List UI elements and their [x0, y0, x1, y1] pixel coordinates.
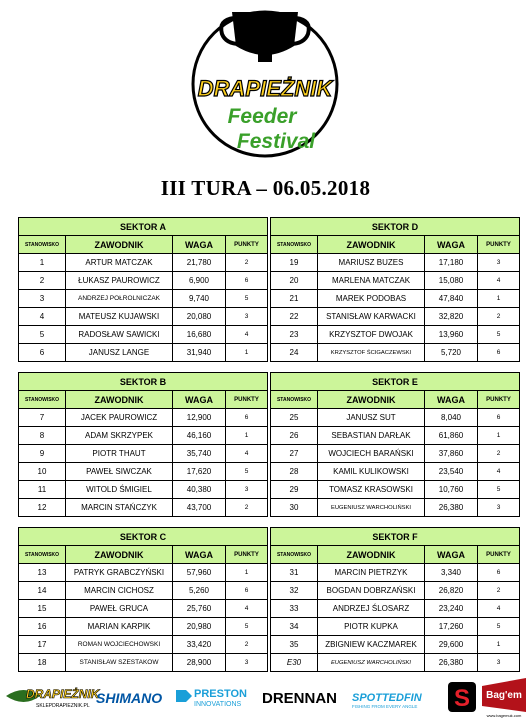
col-waga: WAGA	[425, 391, 478, 409]
stanowisko-cell: 9	[19, 445, 66, 463]
zawodnik-cell: STANISŁAW SZESTAKOW	[66, 654, 173, 672]
punkty-cell: 5	[226, 463, 268, 481]
stanowisko-cell: 7	[19, 409, 66, 427]
zawodnik-cell: MARCIN STAŃCZYK	[66, 499, 173, 517]
stanowisko-cell: 10	[19, 463, 66, 481]
table-row	[271, 445, 520, 463]
punkty-cell: 3	[478, 654, 520, 672]
logo-line1: DRAPIEŻNIK	[197, 76, 333, 101]
stanowisko-cell: 29	[271, 481, 318, 499]
zawodnik-cell: PIOTR KUPKA	[318, 618, 425, 636]
zawodnik-cell: KRZYSZTOF DWOJAK	[318, 326, 425, 344]
zawodnik-cell: PAWEŁ SIWCZAK	[66, 463, 173, 481]
bagem-url: www.bagemuk.com	[486, 713, 522, 718]
table-row	[19, 600, 268, 618]
zawodnik-cell: MATEUSZ KUJAWSKI	[66, 308, 173, 326]
waga-cell: 5,720	[425, 344, 478, 362]
stanowisko-cell: 20	[271, 272, 318, 290]
waga-cell: 20,980	[173, 618, 226, 636]
stanowisko-cell: 12	[19, 499, 66, 517]
waga-cell: 32,820	[425, 308, 478, 326]
zawodnik-cell: ROMAN WOJCIECHOWSKI	[66, 636, 173, 654]
waga-cell: 17,260	[425, 618, 478, 636]
table-row	[19, 445, 268, 463]
zawodnik-cell: MARIUSZ BUZES	[318, 254, 425, 272]
waga-cell: 25,760	[173, 600, 226, 618]
waga-cell: 26,380	[425, 499, 478, 517]
zawodnik-cell: ANDRZEJ ŚLOSARZ	[318, 600, 425, 618]
col-stanowisko: STANOWISKO	[271, 391, 318, 409]
table-row	[19, 499, 268, 517]
col-stanowisko: STANOWISKO	[271, 546, 318, 564]
punkty-cell: 3	[226, 481, 268, 499]
zawodnik-cell: EUGENIUSZ WARCHOLIŃSKI	[318, 499, 425, 517]
zawodnik-cell: JACEK PAUROWICZ	[66, 409, 173, 427]
punkty-cell: 5	[478, 618, 520, 636]
punkty-cell: 2	[478, 308, 520, 326]
table-row	[271, 344, 520, 362]
punkty-cell: 1	[478, 290, 520, 308]
zawodnik-cell: JANUSZ LANGE	[66, 344, 173, 362]
stanowisko-cell: 1	[19, 254, 66, 272]
zawodnik-cell: STANISŁAW KARWACKI	[318, 308, 425, 326]
stanowisko-cell: 15	[19, 600, 66, 618]
stanowisko-cell: 18	[19, 654, 66, 672]
stanowisko-cell: 35	[271, 636, 318, 654]
drapieznik-feeder-festival-logo	[182, 8, 348, 168]
stanowisko-cell: E30	[271, 654, 318, 672]
col-zawodnik: ZAWODNIK	[318, 236, 425, 254]
waga-cell: 17,180	[425, 254, 478, 272]
punkty-cell: 4	[226, 600, 268, 618]
preston-logo	[176, 688, 247, 708]
table-row	[19, 344, 268, 362]
stanowisko-cell: 30	[271, 499, 318, 517]
spottedfin-subtext: FISHING FROM EVERY ANGLE	[352, 704, 418, 709]
spro-logo	[448, 682, 476, 712]
punkty-cell: 4	[226, 445, 268, 463]
waga-cell: 10,760	[425, 481, 478, 499]
table-row	[19, 618, 268, 636]
table-row	[19, 654, 268, 672]
table-row	[271, 618, 520, 636]
stanowisko-cell: 26	[271, 427, 318, 445]
zawodnik-cell: WITOLD ŚMIGIEL	[66, 481, 173, 499]
sponsors-bar	[0, 676, 531, 721]
col-punkty: PUNKTY	[478, 391, 520, 409]
stanowisko-cell: 5	[19, 326, 66, 344]
stanowisko-cell: 32	[271, 582, 318, 600]
sector-title: SEKTOR D	[271, 218, 520, 236]
punkty-cell: 1	[478, 636, 520, 654]
waga-cell: 23,540	[425, 463, 478, 481]
sector-table	[18, 527, 268, 672]
waga-cell: 9,740	[173, 290, 226, 308]
punkty-cell: 2	[478, 445, 520, 463]
sector-table	[270, 217, 520, 362]
zawodnik-cell: SEBASTIAN DARŁAK	[318, 427, 425, 445]
sector-title: SEKTOR E	[271, 373, 520, 391]
waga-cell: 21,780	[173, 254, 226, 272]
zawodnik-cell: TOMASZ KRASOWSKI	[318, 481, 425, 499]
zawodnik-cell: ANDRZEJ POŁROLNICZAK	[66, 290, 173, 308]
stanowisko-cell: 19	[271, 254, 318, 272]
col-stanowisko: STANOWISKO	[19, 391, 66, 409]
stanowisko-cell: 6	[19, 344, 66, 362]
punkty-cell: 4	[478, 272, 520, 290]
punkty-cell: 4	[478, 463, 520, 481]
waga-cell: 46,160	[173, 427, 226, 445]
punkty-cell: 1	[226, 564, 268, 582]
drapieznik-sponsor-url: SKLEPDRAPIEZNIK.PL	[36, 703, 90, 709]
zawodnik-cell: PATRYK GRABCZYŃSKI	[66, 564, 173, 582]
stanowisko-cell: 2	[19, 272, 66, 290]
table-row	[271, 582, 520, 600]
punkty-cell: 5	[226, 618, 268, 636]
table-row	[271, 290, 520, 308]
zawodnik-cell: PIOTR THAUT	[66, 445, 173, 463]
zawodnik-cell: EUGENIUSZ WARCHOLIŃSKI	[318, 654, 425, 672]
drapieznik-sponsor-text: DRAPIEŻNIK	[26, 687, 100, 701]
punkty-cell: 6	[226, 409, 268, 427]
col-punkty: PUNKTY	[226, 236, 268, 254]
sector-table	[270, 527, 520, 672]
spottedfin-logo	[352, 692, 423, 709]
zawodnik-cell: WOJCIECH BARAŃSKI	[318, 445, 425, 463]
table-row	[19, 272, 268, 290]
table-row	[271, 654, 520, 672]
table-row	[19, 564, 268, 582]
stanowisko-cell: 33	[271, 600, 318, 618]
waga-cell: 57,960	[173, 564, 226, 582]
drennan-logo: DRENNAN	[262, 690, 337, 707]
col-punkty: PUNKTY	[478, 236, 520, 254]
table-row	[271, 463, 520, 481]
punkty-cell: 6	[478, 564, 520, 582]
table-row	[19, 326, 268, 344]
punkty-cell: 1	[226, 344, 268, 362]
waga-cell: 3,340	[425, 564, 478, 582]
punkty-cell: 2	[478, 582, 520, 600]
table-row	[19, 636, 268, 654]
waga-cell: 40,380	[173, 481, 226, 499]
zawodnik-cell: MARLENA MATCZAK	[318, 272, 425, 290]
table-row	[19, 290, 268, 308]
col-zawodnik: ZAWODNIK	[66, 391, 173, 409]
col-waga: WAGA	[425, 236, 478, 254]
col-zawodnik: ZAWODNIK	[66, 236, 173, 254]
stanowisko-cell: 23	[271, 326, 318, 344]
table-row	[271, 564, 520, 582]
table-row	[19, 409, 268, 427]
waga-cell: 8,040	[425, 409, 478, 427]
stanowisko-cell: 3	[19, 290, 66, 308]
col-punkty: PUNKTY	[226, 546, 268, 564]
table-row	[19, 481, 268, 499]
table-row	[271, 308, 520, 326]
stanowisko-cell: 8	[19, 427, 66, 445]
punkty-cell: 6	[478, 409, 520, 427]
stanowisko-cell: 31	[271, 564, 318, 582]
stanowisko-cell: 24	[271, 344, 318, 362]
page-title: III TURA – 06.05.2018	[160, 176, 371, 200]
punkty-cell: 6	[478, 344, 520, 362]
col-waga: WAGA	[173, 236, 226, 254]
preston-subtext: INNOVATIONS	[194, 701, 242, 708]
zawodnik-cell: ZBIGNIEW KACZMAREK	[318, 636, 425, 654]
punkty-cell: 1	[478, 427, 520, 445]
table-row	[271, 254, 520, 272]
stanowisko-cell: 34	[271, 618, 318, 636]
punkty-cell: 1	[226, 427, 268, 445]
sector-title: SEKTOR A	[19, 218, 268, 236]
col-punkty: PUNKTY	[226, 391, 268, 409]
table-row	[19, 254, 268, 272]
table-row	[19, 582, 268, 600]
col-punkty: PUNKTY	[478, 546, 520, 564]
col-waga: WAGA	[173, 391, 226, 409]
stanowisko-cell: 13	[19, 564, 66, 582]
spottedfin-text: SPOTTEDFIN	[352, 692, 422, 704]
stanowisko-cell: 22	[271, 308, 318, 326]
zawodnik-cell: MAREK PODOBAS	[318, 290, 425, 308]
sector-table	[18, 372, 268, 517]
punkty-cell: 3	[478, 499, 520, 517]
waga-cell: 12,900	[173, 409, 226, 427]
waga-cell: 61,860	[425, 427, 478, 445]
punkty-cell: 5	[226, 290, 268, 308]
table-row	[271, 427, 520, 445]
sector-table	[270, 372, 520, 517]
bagem-logo	[482, 678, 526, 718]
punkty-cell: 2	[226, 499, 268, 517]
table-row	[19, 427, 268, 445]
punkty-cell: 5	[478, 326, 520, 344]
stanowisko-cell: 4	[19, 308, 66, 326]
waga-cell: 26,820	[425, 582, 478, 600]
zawodnik-cell: RADOSŁAW SAWICKI	[66, 326, 173, 344]
waga-cell: 5,260	[173, 582, 226, 600]
zawodnik-cell: MARCIN CICHOSZ	[66, 582, 173, 600]
waga-cell: 16,680	[173, 326, 226, 344]
punkty-cell: 5	[478, 481, 520, 499]
sector-title: SEKTOR F	[271, 528, 520, 546]
waga-cell: 17,620	[173, 463, 226, 481]
zawodnik-cell: MARIAN KARPIK	[66, 618, 173, 636]
waga-cell: 33,420	[173, 636, 226, 654]
logo-line2: Feeder	[227, 105, 297, 128]
stanowisko-cell: 14	[19, 582, 66, 600]
zawodnik-cell: KRZYSZTOF ŚCIGACZEWSKI	[318, 344, 425, 362]
waga-cell: 29,600	[425, 636, 478, 654]
sector-table	[18, 217, 268, 362]
waga-cell: 26,380	[425, 654, 478, 672]
waga-cell: 28,900	[173, 654, 226, 672]
zawodnik-cell: JANUSZ SUT	[318, 409, 425, 427]
stanowisko-cell: 25	[271, 409, 318, 427]
stanowisko-cell: 27	[271, 445, 318, 463]
col-zawodnik: ZAWODNIK	[318, 546, 425, 564]
stanowisko-cell: 16	[19, 618, 66, 636]
zawodnik-cell: MARCIN PIETRZYK	[318, 564, 425, 582]
logo-line3: Festival	[236, 130, 316, 153]
table-row	[271, 481, 520, 499]
table-row	[271, 600, 520, 618]
spro-text: S	[453, 685, 471, 712]
punkty-cell: 6	[226, 582, 268, 600]
waga-cell: 35,740	[173, 445, 226, 463]
zawodnik-cell: PAWEŁ GRUCA	[66, 600, 173, 618]
table-row	[271, 326, 520, 344]
table-row	[271, 272, 520, 290]
punkty-cell: 4	[478, 600, 520, 618]
table-row	[19, 463, 268, 481]
punkty-cell: 6	[226, 272, 268, 290]
waga-cell: 13,960	[425, 326, 478, 344]
col-zawodnik: ZAWODNIK	[66, 546, 173, 564]
waga-cell: 23,240	[425, 600, 478, 618]
drapieznik-sponsor-logo	[6, 686, 101, 709]
stanowisko-cell: 17	[19, 636, 66, 654]
col-waga: WAGA	[425, 546, 478, 564]
col-zawodnik: ZAWODNIK	[318, 391, 425, 409]
punkty-cell: 2	[226, 254, 268, 272]
preston-text: PRESTON	[194, 688, 247, 700]
zawodnik-cell: ARTUR MATCZAK	[66, 254, 173, 272]
stanowisko-cell: 21	[271, 290, 318, 308]
punkty-cell: 4	[226, 326, 268, 344]
col-waga: WAGA	[173, 546, 226, 564]
punkty-cell: 3	[226, 654, 268, 672]
waga-cell: 15,080	[425, 272, 478, 290]
sector-title: SEKTOR B	[19, 373, 268, 391]
table-row	[19, 308, 268, 326]
waga-cell: 43,700	[173, 499, 226, 517]
punkty-cell: 3	[226, 308, 268, 326]
table-row	[271, 499, 520, 517]
table-row	[271, 409, 520, 427]
punkty-cell: 3	[478, 254, 520, 272]
table-row	[271, 636, 520, 654]
sector-title: SEKTOR C	[19, 528, 268, 546]
punkty-cell: 2	[226, 636, 268, 654]
zawodnik-cell: KAMIL KULIKOWSKI	[318, 463, 425, 481]
waga-cell: 47,840	[425, 290, 478, 308]
stanowisko-cell: 11	[19, 481, 66, 499]
col-stanowisko: STANOWISKO	[19, 546, 66, 564]
col-stanowisko: STANOWISKO	[271, 236, 318, 254]
bagem-text: Bag'em	[486, 690, 522, 701]
shimano-logo: SHIMANO	[96, 690, 163, 706]
waga-cell: 20,080	[173, 308, 226, 326]
zawodnik-cell: ŁUKASZ PAUROWICZ	[66, 272, 173, 290]
stanowisko-cell: 28	[271, 463, 318, 481]
waga-cell: 6,900	[173, 272, 226, 290]
waga-cell: 31,940	[173, 344, 226, 362]
col-stanowisko: STANOWISKO	[19, 236, 66, 254]
zawodnik-cell: ADAM SKRZYPEK	[66, 427, 173, 445]
waga-cell: 37,860	[425, 445, 478, 463]
zawodnik-cell: BOGDAN DOBRZAŃSKI	[318, 582, 425, 600]
